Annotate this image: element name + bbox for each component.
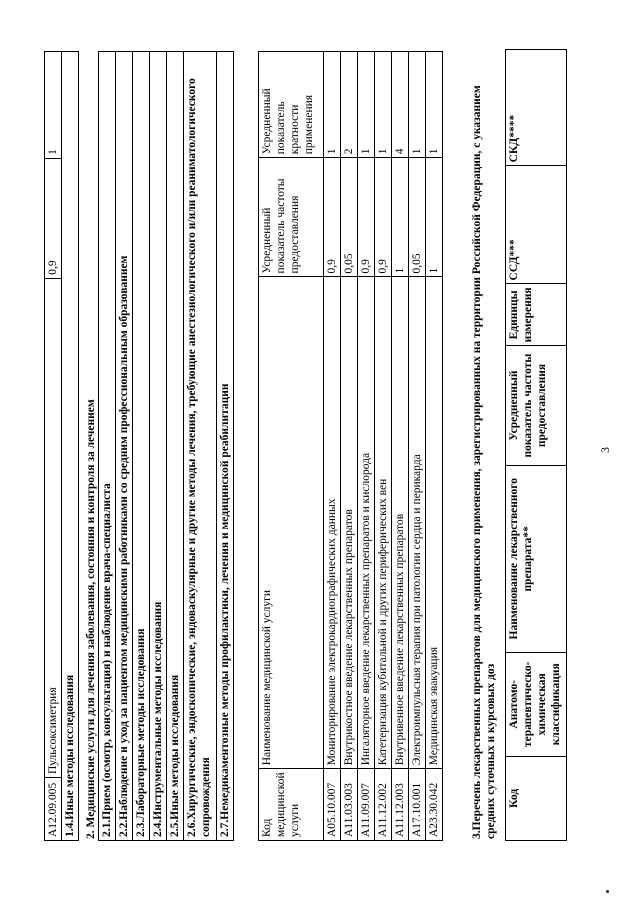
service-code: A11.03.003 xyxy=(341,769,358,841)
subsection-heading: 2.2.Наблюдение и уход за пациентом медицинскими работниками со средним профессиональным образованием xyxy=(116,52,133,841)
section-3-title: 3.Перечень лекарственных препаратов для медицинского применения, зарегистрированных на территории Российской Федерации, с указанием средних суточных и курсовых доз xyxy=(471,85,498,839)
section-2-subsections xyxy=(98,51,234,841)
drugs-table xyxy=(505,49,567,841)
header-atc: Анатомо-терапевтическо-химическая классификация xyxy=(506,652,567,756)
header-ssd: ССД*** xyxy=(506,166,567,284)
service-code: A23.30.042 xyxy=(426,769,443,841)
frequency-value: 0,9 xyxy=(375,158,392,277)
section-2-title: 2. Медицинские услуги для лечения заболевания, состояния и контроля за лечением xyxy=(85,399,97,839)
multiplicity-value: 1 xyxy=(409,52,426,158)
section-heading-1-4: 1.4.Иные методы исследования xyxy=(62,52,79,841)
service-name: Электроимпульсная терапия при патологии сердца и перикарда xyxy=(409,277,426,769)
header-frequency: Усредненный показатель частоты предоставления xyxy=(506,346,567,465)
subsection-heading: 2.1.Прием (осмотр, консультация) и наблюдение врача-специалиста xyxy=(99,52,116,841)
frequency-value: 0,9 xyxy=(358,158,375,277)
services-table xyxy=(258,51,443,841)
subsection-heading: 2.4.Инструментальные методы исследования xyxy=(150,52,167,841)
service-name: Медицинская эвакуация xyxy=(426,277,443,769)
table-row xyxy=(324,52,341,841)
page-number: 3 xyxy=(598,447,612,453)
table-row xyxy=(375,52,392,841)
service-name: Внутривенное введение лекарственных препаратов xyxy=(392,277,409,769)
table-row xyxy=(184,52,217,841)
service-code: A11.12.002 xyxy=(375,769,392,841)
subsection-heading: 2.7.Немедикаментозные методы профилактики, лечения и медицинской реабилитации xyxy=(217,52,234,841)
header-code: Код xyxy=(506,756,567,840)
table-row xyxy=(99,52,116,841)
service-name: Ингаляторное введение лекарственных препаратов и кислорода xyxy=(358,277,375,769)
header-frequency: Усредненный показатель частоты предоставления xyxy=(259,158,324,277)
service-name: Мониторирование электрокардиографических данных xyxy=(324,277,341,769)
table-row xyxy=(341,52,358,841)
frequency-value: 1 xyxy=(426,158,443,277)
table-row xyxy=(426,52,443,841)
header-code: Код медицинской услуги xyxy=(259,769,324,841)
frequency-value: 0,9 xyxy=(324,158,341,277)
header-drug-name: Наименование лекарственного препарата** xyxy=(506,465,567,652)
table-header-row xyxy=(259,52,324,841)
service-code: A05.10.007 xyxy=(324,769,341,841)
multiplicity-value: 4 xyxy=(392,52,409,158)
continuation-table xyxy=(44,51,79,841)
frequency-value: 0,9 xyxy=(45,158,62,278)
table-row xyxy=(150,52,167,841)
table-header-row xyxy=(506,50,567,841)
service-code: A11.12.003 xyxy=(392,769,409,841)
multiplicity-value: 1 xyxy=(358,52,375,158)
multiplicity-value: 1 xyxy=(375,52,392,158)
service-code: A11.09.007 xyxy=(358,769,375,841)
service-code: A12.09.005 xyxy=(45,778,62,841)
table-row xyxy=(133,52,150,841)
header-skd: СКД**** xyxy=(506,50,567,166)
multiplicity-value: 2 xyxy=(341,52,358,158)
table-row xyxy=(217,52,234,841)
service-name: Внутрикостное введение лекарственных препаратов xyxy=(341,277,358,769)
subsection-heading: 2.6.Хирургические, эндоскопические, эндоваскулярные и другие методы лечения, требующие анестезиологического и/или реаниматологического сопровождения xyxy=(184,52,217,841)
header-unit: Единицы измерения xyxy=(506,284,567,346)
table-row xyxy=(167,52,184,841)
header-multiplicity: Усредненный показатель кратности применения xyxy=(259,52,324,158)
table-row xyxy=(358,52,375,841)
service-name: Катетеризация кубитальной и других периферических вен xyxy=(375,277,392,769)
multiplicity-value: 1 xyxy=(324,52,341,158)
table-row xyxy=(62,52,79,841)
frequency-value: 0,05 xyxy=(409,158,426,277)
table-row xyxy=(116,52,133,841)
multiplicity-value: 1 xyxy=(45,52,62,159)
frequency-value: 1 xyxy=(392,158,409,277)
multiplicity-value: 1 xyxy=(426,52,443,158)
scan-speck xyxy=(606,890,609,893)
frequency-value: 0,05 xyxy=(341,158,358,277)
table-row xyxy=(409,52,426,841)
table-row xyxy=(392,52,409,841)
service-name: Пульсоксиметрия xyxy=(45,278,62,777)
table-row xyxy=(45,52,62,841)
header-name: Наименование медицинской услуги xyxy=(259,277,324,769)
subsection-heading: 2.5.Иные методы исследования xyxy=(167,52,184,841)
service-code: A17.10.001 xyxy=(409,769,426,841)
subsection-heading: 2.3.Лабораторные методы исследования xyxy=(133,52,150,841)
